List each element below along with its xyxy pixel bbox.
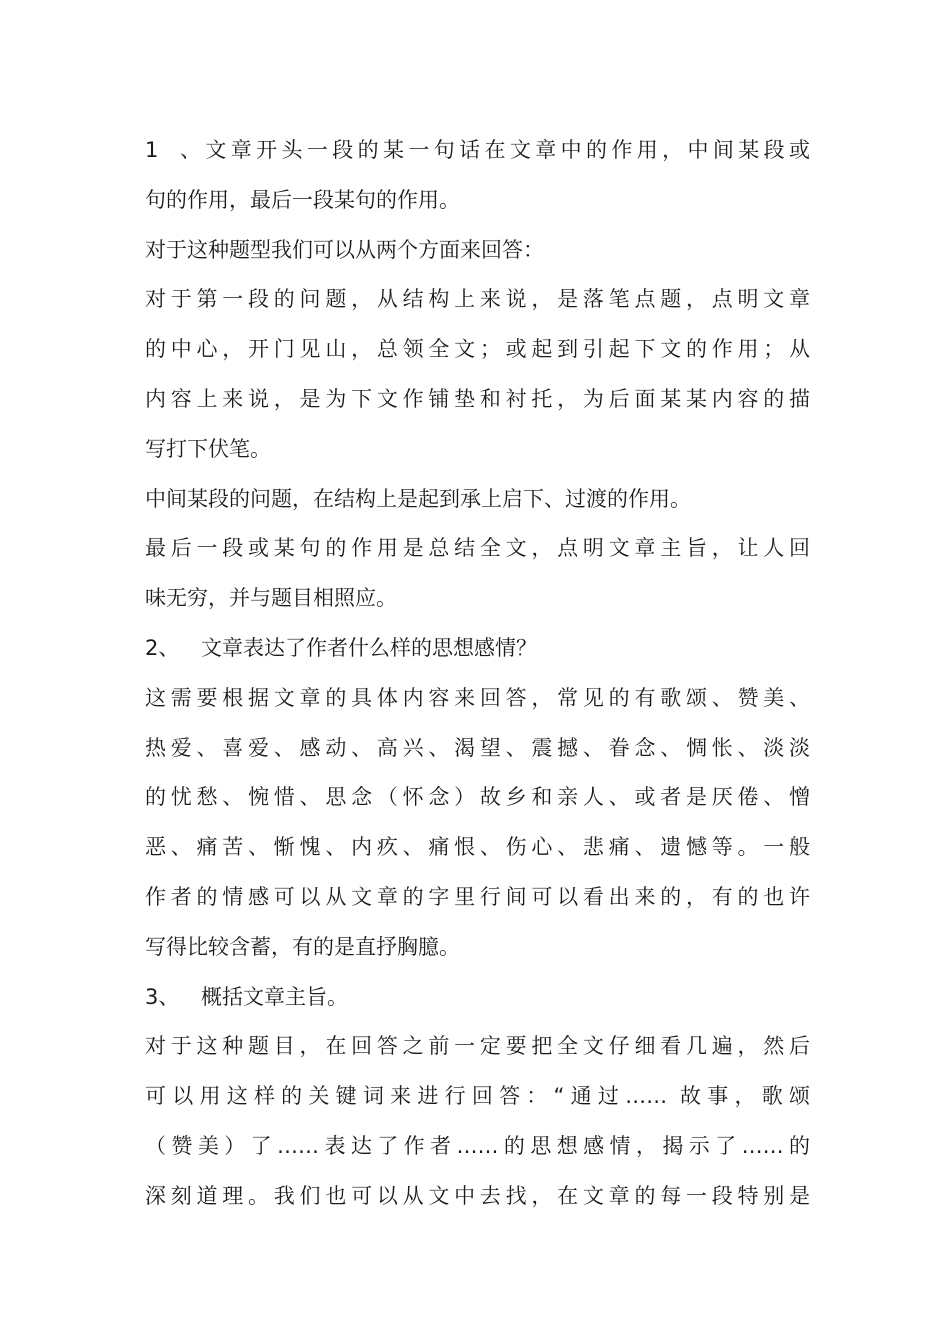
line-text: 文章表达了作者什么样的思想感情？ — [201, 635, 537, 660]
paragraph-line — [145, 823, 810, 873]
line-text: 写打下伏笔。 — [145, 436, 271, 461]
paragraph-line — [145, 375, 810, 425]
section-heading-line — [145, 126, 810, 176]
section-heading-line — [145, 973, 810, 1023]
paragraph-line — [145, 1122, 810, 1172]
line-text: 热爱、喜爱、感动、高兴、渴望、震撼、眷念、惆怅、淡淡 — [145, 735, 810, 760]
line-text: 写得比较含蓄，有的是直抒胸臆。 — [145, 934, 460, 959]
line-text: （赞美）了……表达了作者……的思想感情，揭示了……的 — [145, 1133, 810, 1158]
paragraph-line — [145, 574, 810, 624]
line-text: 中间某段的问题，在结构上是起到承上启下、过渡的作用。 — [145, 486, 691, 511]
document-body — [145, 126, 810, 1222]
paragraph-line — [145, 1172, 810, 1222]
paragraph-line — [145, 1072, 810, 1122]
paragraph-line — [145, 1022, 810, 1072]
section-number: 2、 — [145, 635, 180, 660]
line-text: 可以用这样的关键词来进行回答：“通过…… 故事，歌颂 — [145, 1084, 810, 1109]
paragraph-line — [145, 176, 810, 226]
paragraph-line — [145, 923, 810, 973]
paragraph-line — [145, 475, 810, 525]
line-text: 恶、痛苦、惭愧、内疚、痛恨、伤心、悲痛、遗憾等。一般 — [145, 835, 810, 860]
paragraph-line — [145, 524, 810, 574]
paragraph-line — [145, 275, 810, 325]
line-text: 的忧愁、惋惜、思念（怀念）故乡和亲人、或者是厌倦、憎 — [145, 785, 810, 810]
line-text: 作者的情感可以从文章的字里行间可以看出来的，有的也许 — [145, 884, 810, 909]
line-text: 最后一段或某句的作用是总结全文，点明文章主旨，让人回 — [145, 536, 810, 561]
paragraph-line — [145, 226, 810, 276]
paragraph-line — [145, 325, 810, 375]
paragraph-line — [145, 724, 810, 774]
line-text: 这需要根据文章的具体内容来回答，常见的有歌颂、赞美、 — [145, 685, 810, 710]
paragraph-line — [145, 773, 810, 823]
line-text: 对于这种题型我们可以从两个方面来回答： — [145, 237, 544, 262]
line-text: 对于这种题目，在回答之前一定要把全文仔细看几遍，然后 — [145, 1034, 810, 1059]
section-number: 3、 — [145, 984, 180, 1009]
line-text: 对于第一段的问题，从结构上来说，是落笔点题，点明文章 — [145, 287, 810, 312]
paragraph-line — [145, 674, 810, 724]
line-text: 深刻道理。我们也可以从文中去找，在文章的每一段特别是 — [145, 1183, 810, 1208]
line-text: 的中心，开门见山，总领全文；或起到引起下文的作用；从 — [145, 337, 810, 362]
line-text: 概括文章主旨。 — [201, 984, 348, 1009]
line-text: 味无穷，并与题目相照应。 — [145, 586, 397, 611]
section-number: 1、 — [145, 138, 201, 162]
line-text: 内容上来说，是为下文作铺垫和衬托，为后面某某内容的描 — [145, 386, 810, 411]
line-text: 文章开头一段的某一句话在文章中的作用，中间某段或 — [201, 138, 810, 162]
paragraph-line — [145, 425, 810, 475]
line-text: 句的作用，最后一段某句的作用。 — [145, 187, 460, 212]
paragraph-line — [145, 873, 810, 923]
section-heading-line — [145, 624, 810, 674]
